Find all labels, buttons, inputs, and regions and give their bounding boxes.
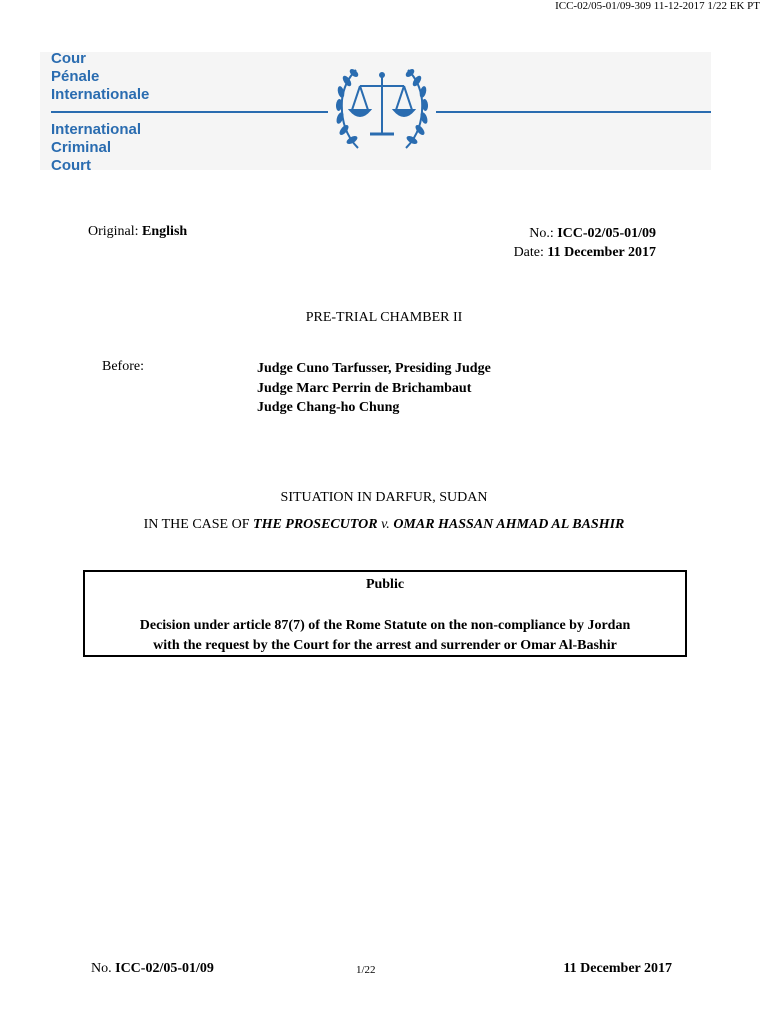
original-language [88, 224, 187, 240]
court-name-line: Criminal [51, 139, 112, 156]
original-label: Original: [88, 224, 139, 239]
judge-item: Judge Marc Perrin de Brichambaut [257, 380, 472, 396]
document-number [514, 224, 656, 243]
document-stamp: ICC-02/05-01/09-309 11-12-2017 1/22 EK PT [555, 0, 760, 12]
header-rule-right [436, 111, 711, 113]
date-label: Date: [513, 245, 544, 260]
chamber-title: PRE-TRIAL CHAMBER II [305, 310, 463, 325]
case-defendant: OMAR HASSAN AHMAD AL BASHIR [389, 517, 625, 532]
court-name-line: Pénale [51, 68, 100, 85]
footer-number [91, 961, 214, 977]
original-value: English [142, 224, 188, 239]
scales-of-justice-laurel-icon [328, 60, 436, 156]
header-rule-left [51, 111, 328, 113]
court-name-line: Internationale [51, 86, 150, 103]
case-title [0, 517, 768, 533]
judges-list [257, 359, 491, 418]
decision-title-line: with the request by the Court for the arrest and surrender or Omar Al-Bashir [153, 637, 617, 653]
court-name-english [51, 121, 141, 175]
reference-block [514, 224, 656, 262]
case-versus: v. [381, 517, 390, 532]
footer-number-label: No. [91, 961, 116, 976]
judge-item: Judge Chang-ho Chung [257, 400, 400, 415]
situation-title: SITUATION IN DARFUR, SUDAN [280, 490, 488, 505]
case-title-italic: THE PROSECUTOR [253, 517, 382, 532]
document-date [514, 243, 656, 262]
court-name-line: Cour [51, 50, 86, 67]
number-value: ICC-02/05-01/09 [557, 226, 656, 241]
court-name-french [51, 50, 149, 104]
decision-title [85, 616, 685, 655]
case-prefix: IN THE CASE OF [143, 517, 254, 532]
number-label: No.: [529, 226, 554, 241]
court-name-line: Court [51, 157, 91, 174]
footer-date: 11 December 2017 [563, 961, 672, 976]
date-value: 11 December 2017 [547, 245, 656, 260]
before-label: Before: [102, 359, 144, 374]
classification-label: Public [365, 577, 405, 592]
footer-number-value: ICC-02/05-01/09 [115, 961, 214, 976]
footer-page-number: 1/22 [356, 964, 376, 976]
court-name-line: International [51, 121, 142, 138]
judge-item: Judge Cuno Tarfusser, Presiding Judge [257, 361, 491, 376]
decision-title-line: Decision under article 87(7) of the Rome Statute on the non-compliance by Jordan [139, 618, 631, 633]
decision-box [83, 570, 687, 657]
